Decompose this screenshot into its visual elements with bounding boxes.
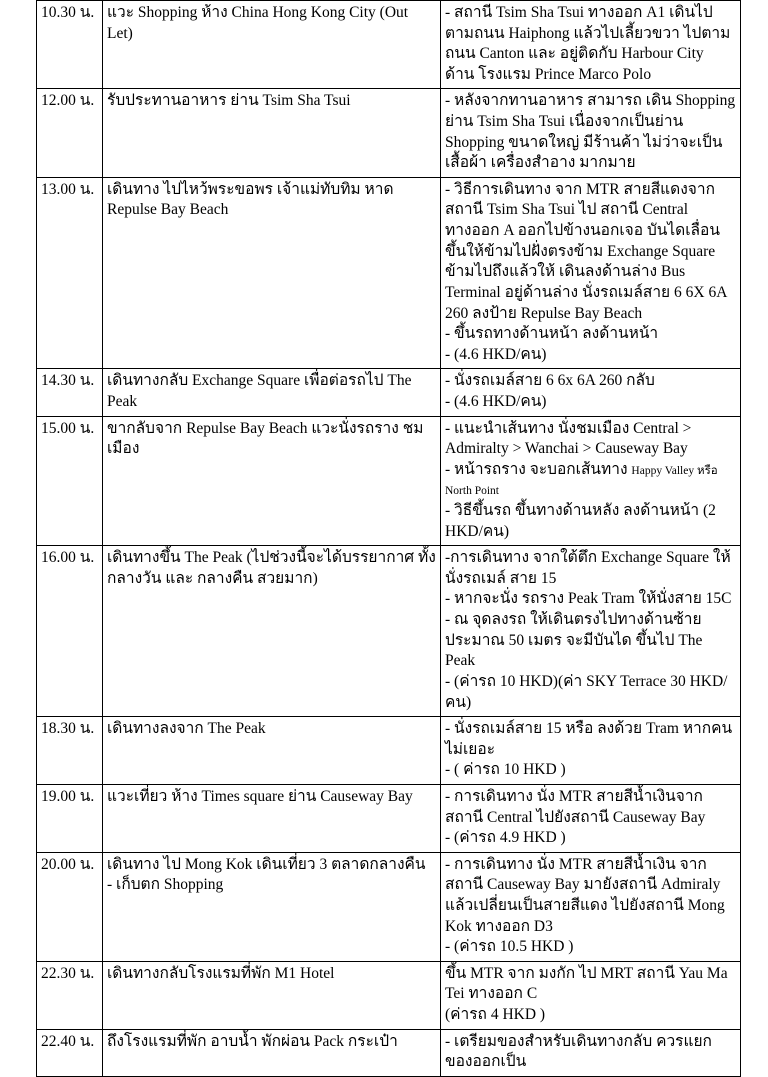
- note-line: - นั่งรถเมล์สาย 6 6x 6A 260 กลับ: [445, 372, 655, 390]
- row-note: - หลังจากทานอาหาร สามารถ เดิน Shopping ย่าน Tsim Sha Tsui เนื่องจากเป็นย่าน Shopping ขนาดใหญ่ มีร้านค้า ไม่ว่าจะเป็นเสื้อผ้า เครื่องสำอาง มากมาย: [441, 89, 741, 177]
- row-note: [441, 177, 741, 368]
- note-line: -การเดินทาง จากใต้ตึก Exchange Square ให้นั่งรถเมล์ สาย 15: [445, 549, 731, 587]
- row-activity: เดินทางขึ้น The Peak (ไปช่วงนี้จะได้บรรยากาศ ทั้งกลางวัน และ กลางคืน สวยมาก): [103, 546, 441, 717]
- note-line: - ณ จุดลงรถ ให้เดินตรงไปทางด้านซ้าย ประมาณ 50 เมตร จะมีบันได ขึ้นไป The Peak: [445, 611, 703, 670]
- row-note: [441, 852, 741, 961]
- note-line: - (4.6 HKD/คน): [445, 392, 547, 410]
- note-line: - (4.6 HKD/คน): [445, 345, 547, 363]
- note-line: - ขึ้นรถทางด้านหน้า ลงด้านหน้า: [445, 325, 659, 343]
- row-note: [441, 784, 741, 852]
- note-line-text: - หน้ารถราง จะบอกเส้นทาง: [445, 460, 632, 478]
- row-time: 22.30 น.: [37, 961, 103, 1029]
- row-note: [441, 369, 741, 416]
- table-row: [37, 369, 741, 416]
- row-time: 16.00 น.: [37, 546, 103, 717]
- table-row: [37, 961, 741, 1029]
- note-line: (ค่ารถ 4 HKD ): [445, 1006, 546, 1024]
- row-activity: ถึงโรงแรมที่พัก อาบน้ำ พักผ่อน Pack กระเป๋า: [103, 1029, 441, 1076]
- row-time: 13.00 น.: [37, 177, 103, 368]
- note-line: เดินทาง ไป Mong Kok เดินเที่ยว 3 ตลาดกลางคืน: [107, 855, 426, 873]
- row-note: - สถานี Tsim Sha Tsui ทางออก A1 เดินไปตามถนน Haiphong แล้วไปเลี้ยวขวา ไปตามถนน Canton และ อยู่ติดกับ Harbour City ด้าน โรงแรม Prince Marco Polo: [441, 1, 741, 89]
- row-activity: ขากลับจาก Repulse Bay Beach แวะนั่งรถราง ชมเมือง: [103, 416, 441, 546]
- row-note: [441, 717, 741, 785]
- row-activity: แวะ Shopping ห้าง China Hong Kong City (Out Let): [103, 1, 441, 89]
- note-line: - การเดินทาง นั่ง MTR สายสีน้ำเงิน จากสถานี Causeway Bay มายังสถานี Admiraly แล้วเปลี่ยนเป็นสายสีแดง ไปยังสถานี Mong Kok ทางออก D3: [445, 855, 725, 935]
- table-row: [37, 416, 741, 546]
- itinerary-table-body: [37, 1, 741, 1077]
- table-row: [37, 89, 741, 177]
- note-line: ขึ้น MTR จาก มงกัก ไป MRT สถานี Yau Ma Tei ทางออก C: [445, 964, 728, 1003]
- row-activity: เดินทาง ไปไหว้พระขอพร เจ้าแม่ทับทิม หาด Repulse Bay Beach: [103, 177, 441, 368]
- row-activity: แวะเที่ยว ห้าง Times square ย่าน Causeway Bay: [103, 784, 441, 852]
- row-time: 15.00 น.: [37, 416, 103, 546]
- row-activity: เดินทางกลับ Exchange Square เพื่อต่อรถไป The Peak: [103, 369, 441, 416]
- table-row: [37, 852, 741, 961]
- note-line-small-text: Happy Valley หรือ North Point: [445, 464, 718, 498]
- note-line: - (ค่ารถ 10.5 HKD ): [445, 938, 574, 956]
- row-activity: [103, 852, 441, 961]
- note-line: - แนะนำเส้นทาง นั่งชมเมือง Central > Admiralty > Wanchai > Causeway Bay: [445, 419, 692, 458]
- row-time: 18.30 น.: [37, 717, 103, 785]
- table-row: [37, 546, 741, 717]
- table-row: [37, 177, 741, 368]
- row-time: 14.30 น.: [37, 369, 103, 416]
- note-line: - นั่งรถเมล์สาย 15 หรือ ลงด้วย Tram หากคนไม่เยอะ: [445, 720, 733, 758]
- row-time: 10.30 น.: [37, 1, 103, 89]
- row-note: [441, 961, 741, 1029]
- note-line: - ( ค่ารถ 10 HKD ): [445, 761, 566, 779]
- note-line: - วิธีการเดินทาง จาก MTR สายสีแดงจากสถานี Tsim Sha Tsui ไป สถานี Central ทางออก A ออกไปข้างนอกเจอ บันไดเลื่อนขึ้นให้ข้ามไปฝั่งตรงข้าม Exchange Square ข้ามไปถึงแล้วให้ เดินลงด้านล่าง Bus Terminal อยู่ด้านล่าง นั่งรถเมล์สาย 6 6X 6A 260 ลงป้าย Repulse Bay Beach: [445, 180, 727, 322]
- table-row: [37, 717, 741, 785]
- row-note: [441, 546, 741, 717]
- note-line: - หากจะนั่ง รถราง Peak Tram ให้นั่งสาย 15C: [445, 590, 732, 608]
- note-line: - เก็บตก Shopping: [107, 876, 224, 894]
- note-line: - (ค่ารถ 4.9 HKD ): [445, 829, 566, 847]
- row-activity: เดินทางลงจาก The Peak: [103, 717, 441, 785]
- note-line-with-inline: [445, 460, 736, 501]
- row-time: 20.00 น.: [37, 852, 103, 961]
- table-row: [37, 1, 741, 89]
- row-time: 22.40 น.: [37, 1029, 103, 1076]
- row-activity: รับประทานอาหาร ย่าน Tsim Sha Tsui: [103, 89, 441, 177]
- note-line: - การเดินทาง นั่ง MTR สายสีน้ำเงินจากสถานี Central ไปยังสถานี Causeway Bay: [445, 787, 706, 826]
- row-note: [441, 416, 741, 546]
- table-row: [37, 1029, 741, 1076]
- row-activity: เดินทางกลับโรงแรมที่พัก M1 Hotel: [103, 961, 441, 1029]
- table-row: [37, 784, 741, 852]
- row-time: 19.00 น.: [37, 784, 103, 852]
- row-note: - เตรียมของสำหรับเดินทางกลับ ควรแยกของออกเป็น: [441, 1029, 741, 1076]
- note-line: - วิธีขึ้นรถ ขึ้นทางด้านหลัง ลงด้านหน้า (2 HKD/คน): [445, 502, 716, 540]
- note-line: - (ค่ารถ 10 HKD)(ค่า SKY Terrace 30 HKD/คน): [445, 672, 728, 711]
- itinerary-table: [36, 0, 741, 1077]
- row-time: 12.00 น.: [37, 89, 103, 177]
